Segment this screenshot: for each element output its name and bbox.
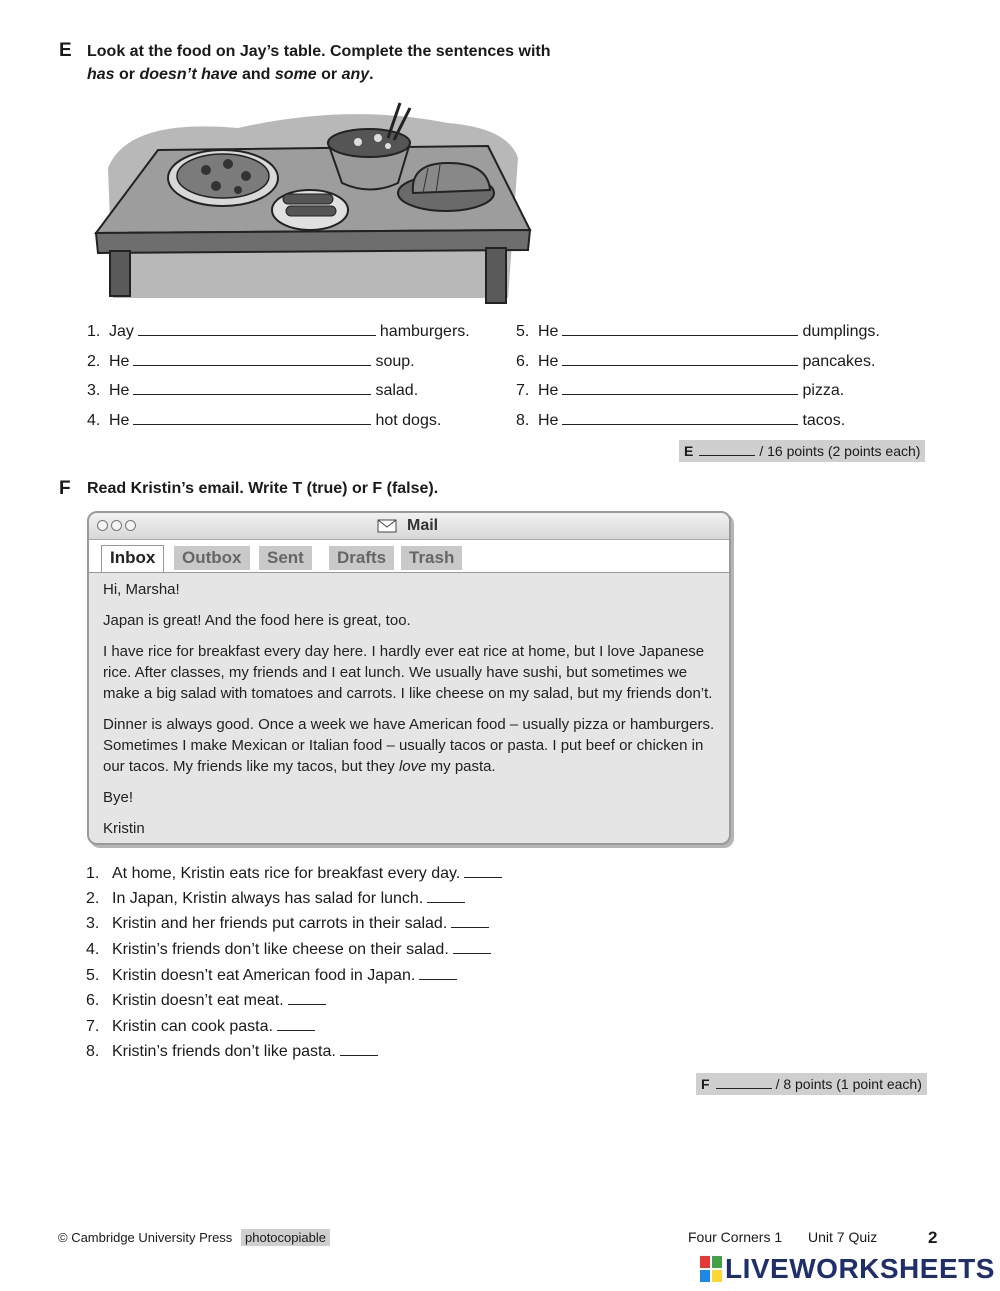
e-item-6 <box>516 351 875 371</box>
answer-blank[interactable] <box>288 991 326 1005</box>
tab-trash[interactable]: Trash <box>401 546 462 570</box>
p3-end: my pasta. <box>426 758 496 775</box>
item-subject: He <box>109 412 130 429</box>
f-question-6 <box>86 991 326 1010</box>
score-letter: F <box>701 1076 710 1092</box>
question-number: 8. <box>86 1043 100 1060</box>
section-e-instruction <box>87 40 550 86</box>
question-number: 3. <box>86 915 100 932</box>
section-e-score <box>679 440 925 462</box>
item-subject: He <box>538 353 559 370</box>
instruction-and: and <box>237 66 275 83</box>
table-leg-left <box>110 251 130 296</box>
score-text: / 8 points (1 point each) <box>775 1076 922 1092</box>
mail-greeting: Hi, Marsha! <box>103 581 180 598</box>
answer-blank[interactable] <box>453 940 491 954</box>
envelope-icon <box>377 519 397 533</box>
answer-blank[interactable] <box>340 1042 378 1056</box>
question-text: At home, Kristin eats rice for breakfast every day. <box>112 865 461 882</box>
mail-body <box>89 573 729 845</box>
mail-paragraph-3 <box>103 714 715 777</box>
answer-blank[interactable] <box>277 1017 315 1031</box>
food-table-illustration <box>88 98 538 308</box>
item-number: 8. <box>516 412 530 429</box>
mail-title: Mail <box>407 517 439 534</box>
book-title: Four Corners 1 <box>688 1229 783 1245</box>
e-item-5 <box>516 321 880 341</box>
answer-blank[interactable] <box>451 914 489 928</box>
question-text: Kristin can cook pasta. <box>112 1018 273 1035</box>
item-subject: He <box>538 412 559 429</box>
pizza-plate <box>168 150 278 206</box>
table-leg-right <box>486 248 506 303</box>
f-question-1 <box>86 864 502 883</box>
p3-love: love <box>398 758 427 775</box>
window-close-dot <box>97 520 108 531</box>
section-f-score <box>696 1073 927 1095</box>
mail-window <box>87 511 731 845</box>
section-f-letter: F <box>59 478 71 499</box>
e-item-2 <box>87 351 415 371</box>
item-number: 3. <box>87 382 101 399</box>
item-food: salad. <box>375 382 419 399</box>
item-number: 4. <box>87 412 101 429</box>
photocopiable-badge: photocopiable <box>241 1229 330 1246</box>
question-number: 1. <box>86 865 100 882</box>
answer-blank[interactable] <box>562 380 798 395</box>
f-question-4 <box>86 940 491 959</box>
item-subject: He <box>538 382 559 399</box>
item-number: 1. <box>87 323 101 340</box>
mail-signature: Kristin <box>103 820 145 837</box>
hot-dogs-plate <box>272 190 348 230</box>
e-item-3 <box>87 380 418 400</box>
question-text: Kristin’s friends don’t like pasta. <box>112 1043 336 1060</box>
e-item-8 <box>516 410 845 430</box>
f-question-8 <box>86 1042 378 1061</box>
f-question-2 <box>86 889 465 908</box>
item-subject: He <box>538 323 559 340</box>
copyright: © Cambridge University Press <box>58 1230 233 1245</box>
liveworksheets-logo-icon <box>700 1256 722 1282</box>
section-f-instruction: Read Kristin’s email. Write T (true) or F (false). <box>87 480 439 497</box>
instruction-some: some <box>274 66 317 83</box>
table-edge <box>96 230 530 253</box>
instruction-any: any <box>341 66 370 83</box>
item-food: dumplings. <box>802 323 880 340</box>
p3-start: Dinner is always good. Once a week we have American food – usually pizza or hamburgers. Sometimes I make Mexican or Italian food – usually tacos or pasta. I put beef or chicken in our tacos. My friends like my tacos, but they <box>103 716 715 775</box>
answer-blank[interactable] <box>133 380 371 395</box>
item-food: hamburgers. <box>379 323 470 340</box>
item-number: 6. <box>516 353 530 370</box>
tab-drafts[interactable]: Drafts <box>329 546 394 570</box>
answer-blank[interactable] <box>464 864 502 878</box>
item-number: 5. <box>516 323 530 340</box>
mail-tabs <box>89 540 729 573</box>
answer-blank[interactable] <box>562 321 798 336</box>
score-blank <box>699 444 755 456</box>
question-text: Kristin doesn’t eat meat. <box>112 992 284 1009</box>
instruction-or2: or <box>316 66 342 83</box>
question-text: Kristin doesn’t eat American food in Japan. <box>112 967 416 984</box>
mail-bye: Bye! <box>103 789 134 806</box>
window-zoom-dot <box>125 520 136 531</box>
item-number: 7. <box>516 382 530 399</box>
tab-sent[interactable]: Sent <box>259 546 312 570</box>
item-food: hot dogs. <box>375 412 442 429</box>
unit-label: Unit 7 Quiz <box>808 1229 878 1245</box>
instruction-has: has <box>87 66 115 83</box>
answer-blank[interactable] <box>133 351 371 366</box>
item-subject: He <box>109 382 130 399</box>
mail-paragraph-1: Japan is great! And the food here is great, too. <box>103 612 411 629</box>
instruction-line1: Look at the food on Jay’s table. Complete the sentences with <box>87 43 551 60</box>
section-e-letter: E <box>59 40 72 61</box>
mail-title-bar <box>89 513 729 540</box>
f-question-5 <box>86 966 457 985</box>
item-number: 2. <box>87 353 101 370</box>
answer-blank[interactable] <box>138 321 376 336</box>
item-subject: Jay <box>109 323 134 340</box>
e-item-1 <box>87 321 470 341</box>
instruction-or1: or <box>114 66 140 83</box>
item-subject: He <box>109 353 130 370</box>
item-food: tacos. <box>802 412 846 429</box>
score-letter: E <box>684 443 694 459</box>
question-text: Kristin’s friends don’t like cheese on their salad. <box>112 941 449 958</box>
item-food: pancakes. <box>802 353 876 370</box>
score-blank <box>716 1077 772 1089</box>
question-text: Kristin and her friends put carrots in their salad. <box>112 915 448 932</box>
item-food: pizza. <box>802 382 845 399</box>
instruction-doesnt-have: doesn’t have <box>139 66 238 83</box>
instruction-end: . <box>369 66 374 83</box>
question-number: 2. <box>86 890 100 907</box>
answer-blank[interactable] <box>427 889 465 903</box>
tab-outbox[interactable]: Outbox <box>174 546 250 570</box>
item-food: soup. <box>375 353 415 370</box>
liveworksheets-brand: LIVEWORKSHEETS <box>725 1253 995 1284</box>
question-number: 5. <box>86 967 100 984</box>
answer-blank[interactable] <box>562 351 798 366</box>
question-text: In Japan, Kristin always has salad for lunch. <box>112 890 424 907</box>
question-number: 7. <box>86 1018 100 1035</box>
question-number: 4. <box>86 941 100 958</box>
f-question-3 <box>86 914 489 933</box>
question-number: 6. <box>86 992 100 1009</box>
score-text: / 16 points (2 points each) <box>759 443 921 459</box>
answer-blank[interactable] <box>133 410 371 425</box>
mail-paragraph-2: I have rice for breakfast every day here. I hardly ever eat rice at home, but I love Japanese rice. After classes, my friends and I eat lunch. We usually have sushi, but sometimes we make a big salad with tomatoes and carrots. I like cheese on my salad, but my friends don’t. <box>103 643 713 702</box>
answer-blank[interactable] <box>419 966 457 980</box>
e-item-7 <box>516 380 844 400</box>
page-number: 2 <box>928 1228 938 1247</box>
window-minimize-dot <box>111 520 122 531</box>
answer-blank[interactable] <box>562 410 798 425</box>
f-question-7 <box>86 1017 315 1036</box>
tab-inbox[interactable]: Inbox <box>101 545 164 572</box>
e-item-4 <box>87 410 441 430</box>
